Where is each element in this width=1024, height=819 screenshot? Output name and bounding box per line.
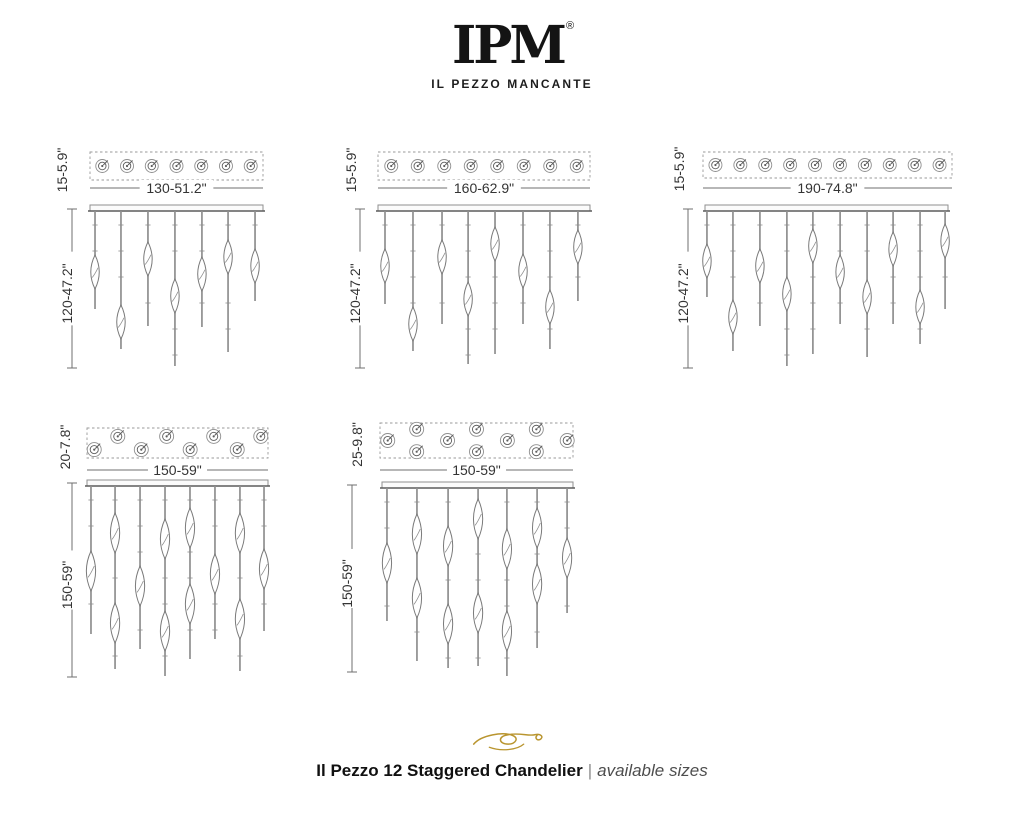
light-fixture-top-view — [219, 160, 232, 173]
dimension-label: 150-59" — [452, 462, 501, 478]
light-fixture-top-view — [544, 160, 557, 173]
glass-spindle — [91, 255, 99, 289]
glass-spindle — [198, 257, 206, 291]
light-fixture-top-view — [759, 159, 772, 172]
flourish-ornament — [0, 727, 1024, 757]
dimension-label: 20-7.8" — [57, 424, 73, 470]
dimension-label: 120-47.2" — [675, 263, 691, 324]
light-fixture-top-view — [570, 160, 583, 173]
glass-spindle — [444, 526, 453, 566]
front-view — [85, 480, 270, 676]
drop-dimension — [675, 209, 696, 368]
light-fixture-top-view — [111, 429, 125, 443]
dimension-label: 15-5.9" — [54, 147, 70, 193]
glass-spindle — [703, 244, 711, 278]
glass-spindle — [185, 508, 194, 548]
glass-spindle — [111, 603, 120, 643]
glass-spindle — [941, 224, 949, 258]
glass-spindle — [889, 232, 897, 266]
brand-monogram-logo: IPM — [451, 15, 564, 76]
glass-spindle — [111, 513, 120, 553]
diagram-size-130 — [54, 148, 265, 368]
pendant — [533, 488, 542, 648]
front-view — [703, 205, 950, 366]
product-title: Il Pezzo 12 Staggered Chandelier — [316, 761, 583, 780]
glass-spindle — [381, 249, 389, 283]
caption-subtitle: available sizes — [597, 761, 708, 780]
pendant — [916, 211, 924, 344]
pendant — [444, 488, 453, 668]
glass-spindle — [144, 242, 152, 276]
light-fixture-top-view — [96, 160, 109, 173]
canopy-bar — [382, 482, 573, 488]
light-fixture-top-view — [195, 160, 208, 173]
pendant — [91, 211, 99, 309]
dimension-label: 190-74.8" — [797, 180, 858, 196]
pendant — [464, 211, 472, 364]
flourish-swirl-icon — [469, 727, 555, 755]
width-dimension — [87, 462, 268, 478]
light-fixture-top-view — [858, 159, 871, 172]
canopy-bar — [90, 205, 263, 211]
light-fixture-top-view — [170, 160, 183, 173]
diagram-size-150-two-row — [57, 425, 270, 677]
glass-spindle — [916, 290, 924, 324]
drop-dimension — [347, 209, 368, 368]
canopy-bar — [378, 205, 590, 211]
light-fixture-top-view — [244, 160, 257, 173]
pendant — [756, 211, 764, 326]
pendant — [546, 211, 554, 349]
pendant — [111, 486, 120, 669]
diagram-size-160 — [343, 148, 592, 368]
diagram-size-150-three-row — [339, 422, 575, 676]
glass-spindle — [382, 543, 391, 583]
glass-spindle — [161, 519, 170, 559]
light-fixture-top-view — [491, 160, 504, 173]
light-fixture-top-view — [207, 429, 221, 443]
drop-dimension — [59, 483, 80, 677]
light-fixture-top-view — [464, 160, 477, 173]
glass-spindle — [136, 566, 145, 606]
glass-spindle — [533, 508, 542, 548]
pendant — [889, 211, 897, 324]
dimension-label: 130-51.2" — [146, 180, 207, 196]
glass-spindle — [474, 593, 483, 633]
pendant — [502, 488, 511, 676]
light-fixture-top-view — [500, 434, 514, 448]
light-fixture-top-view — [809, 159, 822, 172]
pendant — [86, 486, 95, 634]
glass-spindle — [756, 249, 764, 283]
glass-spindle — [210, 554, 219, 594]
dimension-label: 160-62.9" — [453, 180, 515, 196]
pendant — [836, 211, 844, 324]
glass-spindle — [574, 230, 582, 264]
glass-spindle — [171, 279, 179, 313]
pendant — [809, 211, 817, 354]
pendant — [382, 488, 391, 621]
drop-dimension — [339, 485, 360, 672]
glass-spindle — [519, 254, 527, 288]
light-fixture-top-view — [410, 422, 424, 436]
glass-spindle — [546, 290, 554, 324]
dimension-label: 25-9.8" — [349, 422, 365, 467]
pendant — [381, 211, 389, 304]
glass-spindle — [412, 578, 421, 618]
light-fixture-top-view — [908, 159, 921, 172]
glass-spindle — [235, 513, 244, 553]
pendant — [210, 486, 219, 639]
light-fixture-top-view — [529, 422, 543, 436]
dimension-label: 150-59" — [339, 559, 355, 608]
light-fixture-top-view — [883, 159, 896, 172]
light-fixture-top-view — [933, 159, 946, 172]
glass-spindle — [502, 611, 511, 651]
dimension-label: 150-59" — [153, 462, 202, 478]
pendant — [729, 211, 737, 351]
glass-spindle — [224, 240, 232, 274]
pendant — [144, 211, 152, 326]
pendant — [136, 486, 145, 649]
light-fixture-top-view — [160, 429, 174, 443]
pendant — [198, 211, 206, 327]
pendant — [703, 211, 711, 297]
pendant — [235, 486, 244, 671]
light-fixture-top-view — [381, 434, 395, 448]
light-fixture-top-view — [134, 443, 148, 457]
width-dimension — [90, 180, 263, 196]
light-fixture-top-view — [385, 160, 398, 173]
glass-spindle — [729, 300, 737, 334]
glass-spindle — [533, 564, 542, 604]
glass-spindle — [438, 240, 446, 274]
glass-spindle — [863, 280, 871, 314]
pendant — [438, 211, 446, 324]
glass-spindle — [260, 549, 269, 589]
glass-spindle — [502, 529, 511, 569]
glass-spindle — [491, 227, 499, 261]
light-fixture-top-view — [709, 159, 722, 172]
light-fixture-top-view — [230, 443, 244, 457]
front-view — [380, 482, 575, 676]
canopy-bar — [705, 205, 948, 211]
pendant — [941, 211, 949, 309]
glass-spindle — [251, 249, 259, 283]
brand-name: IL PEZZO MANCANTE — [431, 77, 593, 91]
glass-spindle — [563, 538, 572, 578]
pendant — [117, 211, 125, 349]
glass-spindle — [235, 599, 244, 639]
caption — [0, 727, 1024, 781]
light-fixture-top-view — [833, 159, 846, 172]
dimension-label: 150-59" — [59, 560, 75, 610]
light-fixture-top-view — [734, 159, 747, 172]
width-dimension — [380, 462, 573, 478]
dimension-label: 15-5.9" — [343, 147, 359, 193]
width-dimension — [378, 180, 590, 196]
light-fixture-top-view — [411, 160, 424, 173]
pendant — [491, 211, 499, 354]
dimension-label: 15-5.9" — [671, 146, 687, 192]
light-fixture-top-view — [254, 429, 268, 443]
glass-spindle — [86, 551, 95, 591]
dimension-label: 120-47.2" — [347, 263, 363, 324]
pendant — [474, 488, 483, 666]
light-fixture-top-view — [121, 160, 134, 173]
pendant — [251, 211, 259, 301]
light-fixture-top-view — [517, 160, 530, 173]
glass-spindle — [783, 277, 791, 311]
pendant — [224, 211, 232, 352]
glass-spindle — [117, 305, 125, 339]
pendant — [783, 211, 791, 366]
plan-view — [349, 422, 574, 467]
light-fixture-top-view — [145, 160, 158, 173]
glass-spindle — [161, 611, 170, 651]
pendant — [563, 488, 572, 613]
glass-spindle — [409, 307, 417, 341]
caption-separator: | — [587, 761, 593, 780]
dimension-label: 120-47.2" — [59, 263, 75, 324]
light-fixture-top-view — [784, 159, 797, 172]
light-fixture-top-view — [87, 443, 101, 457]
light-fixture-top-view — [470, 422, 484, 436]
pendant — [863, 211, 871, 357]
light-fixture-top-view — [560, 434, 574, 448]
diagram-size-190 — [671, 147, 952, 368]
pendant — [171, 211, 179, 366]
glass-spindle — [464, 282, 472, 316]
glass-spindle — [474, 499, 483, 539]
light-fixture-top-view — [438, 160, 451, 173]
registered-trademark: ® — [565, 20, 575, 32]
light-fixture-top-view — [410, 445, 424, 459]
glass-spindle — [412, 514, 421, 554]
canopy-bar — [87, 480, 268, 486]
pendant — [412, 488, 421, 661]
glass-spindle — [809, 229, 817, 263]
light-fixture-top-view — [183, 443, 197, 457]
pendant — [409, 211, 417, 351]
front-view — [88, 205, 265, 366]
glass-spindle — [836, 255, 844, 289]
light-fixture-top-view — [470, 445, 484, 459]
pendant — [519, 211, 527, 324]
light-fixture-top-view — [529, 445, 543, 459]
pendant — [574, 211, 582, 301]
pendant — [161, 486, 170, 676]
pendant — [260, 486, 269, 631]
light-fixture-top-view — [441, 434, 455, 448]
glass-spindle — [444, 604, 453, 644]
pendant — [185, 486, 194, 659]
glass-spindle — [185, 584, 194, 624]
front-view — [376, 205, 592, 364]
drop-dimension — [59, 209, 80, 368]
width-dimension — [703, 180, 952, 196]
